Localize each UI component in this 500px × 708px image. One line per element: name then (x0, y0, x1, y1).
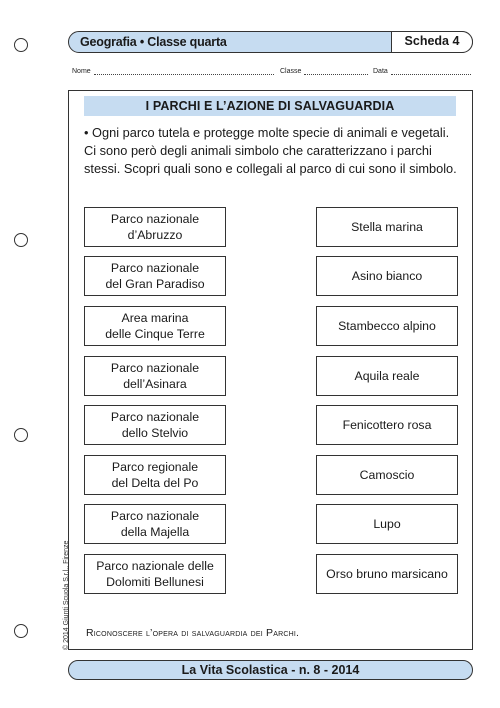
date-label: Data (373, 68, 388, 75)
sheet-number: Scheda 4 (391, 31, 473, 53)
animal-box[interactable]: Aquila reale (316, 356, 458, 396)
park-box[interactable]: Parco regionale del Delta del Po (84, 455, 226, 495)
park-box[interactable]: Area marina delle Cinque Terre (84, 306, 226, 346)
animal-box[interactable]: Camoscio (316, 455, 458, 495)
binder-hole (14, 233, 28, 247)
instructions-text: • Ogni parco tutela e protegge molte specie di animali e vegetali. Ci sono però degli animali simbolo che caratterizzano i parchi stessi. Scopri quali sono e collegali al parco di cui sono il simbolo. (84, 125, 457, 176)
class-line[interactable] (304, 67, 368, 75)
animal-box[interactable]: Stella marina (316, 207, 458, 247)
header-subject: Geografia • Classe quarta (80, 35, 227, 49)
date-field[interactable] (373, 67, 471, 75)
binder-hole (14, 428, 28, 442)
animal-box[interactable]: Lupo (316, 504, 458, 544)
park-box[interactable]: Parco nazionale del Gran Paradiso (84, 256, 226, 296)
park-box[interactable]: Parco nazionale della Majella (84, 504, 226, 544)
name-field[interactable] (72, 67, 274, 75)
copyright-notice: © 2014 Giunti Scuola S.r.l., Firenze (63, 540, 70, 650)
park-box[interactable]: Parco nazionale dell’Asinara (84, 356, 226, 396)
animal-box[interactable]: Orso bruno marsicano (316, 554, 458, 594)
student-fields (72, 67, 474, 79)
class-field[interactable] (280, 67, 368, 75)
binder-hole (14, 624, 28, 638)
date-line[interactable] (391, 67, 471, 75)
park-box[interactable]: Parco nazionale dello Stelvio (84, 405, 226, 445)
worksheet-title: I PARCHI E L’AZIONE DI SALVAGUARDIA (84, 96, 456, 116)
park-box[interactable]: Parco nazionale d’Abruzzo (84, 207, 226, 247)
animal-box[interactable]: Stambecco alpino (316, 306, 458, 346)
name-label: Nome (72, 68, 91, 75)
park-box[interactable]: Parco nazionale delle Dolomiti Bellunesi (84, 554, 226, 594)
animal-box[interactable]: Asino bianco (316, 256, 458, 296)
class-label: Classe (280, 68, 302, 75)
footer-bar: La Vita Scolastica - n. 8 - 2014 (68, 660, 473, 680)
binder-hole (14, 38, 28, 52)
name-line[interactable] (94, 67, 274, 75)
learning-objective: Riconoscere l’opera di salvaguardia dei Parchi. (86, 627, 300, 639)
animal-box[interactable]: Fenicottero rosa (316, 405, 458, 445)
